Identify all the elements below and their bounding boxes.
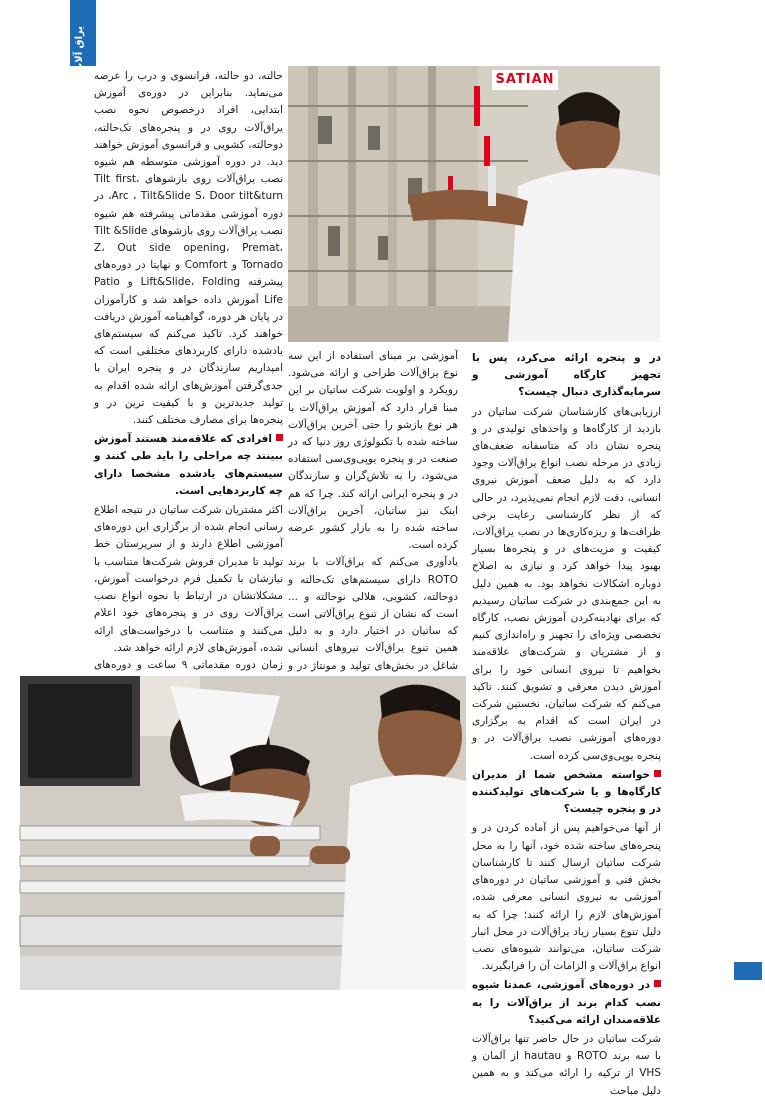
text-column-middle bbox=[288, 348, 458, 670]
workshop-photo-top bbox=[288, 66, 660, 342]
question-text: افرادی که علاقه‌مند هستند آموزش ببینند چه مراحلی را باید طی کنند و سیستم‌های یادشده مشخصا دارای چه کاربردهایی است. bbox=[94, 433, 283, 497]
question-text: در دوره‌های آموزشی، عمدتا شیوه نصب کدام برند از یراق‌آلات را به علاقه‌مندان ارائه می‌کنید؟ bbox=[472, 979, 661, 1026]
paragraph: از آنها می‌خواهیم پس از آماده کردن در و پنجره‌های ساخته شده خود، آنها را به محل شرکت ساتیان ارسال کنند تا کارشناسان بخش فنی و آموزشی ساتیان در دوره‌های آموزشی به نیروی انسانی معرفی شده، آموزش‌های لازم را ارائه کنند؛ چرا که به دلیل تنوع بسیار زیاد یراق‌آلات در محل انبار شرکت ساتیان، می‌توانند شیوه‌های نصب انواع یراق‌آلات و الزامات آن را فرابگیرند. bbox=[472, 822, 661, 973]
question-heading bbox=[472, 977, 661, 1029]
text-column-left bbox=[94, 68, 284, 671]
question-text: خواسته مشخص شما از مدیران کارگاه‌ها و یا شرکت‌های تولیدکننده در و پنجره چیست؟ bbox=[472, 768, 661, 816]
satian-sign: SATIAN bbox=[492, 70, 558, 90]
bullet-square-icon bbox=[276, 434, 283, 441]
paragraph: شرکت ساتیان در حال حاضر تنها یراق‌آلات با سه برند ROTO و hautau از آلمان و VHS از ترکیه را ارائه می‌کند و به همین دلیل مباحث bbox=[472, 1032, 662, 1097]
question-text: در و پنجره ارائه می‌کرد، پس با تجهیز کارگاه آموزشی و سرمایه‌گذاری دنبال چیست؟ bbox=[472, 352, 661, 399]
section-tab bbox=[70, 0, 96, 73]
bullet-square-icon bbox=[654, 770, 661, 777]
paragraph: یادآوری می‌کنم که یراق‌آلات با برند ROTO دارای سیستم‌های تک‌حالته و دوحالته، کشویی، هلالی نوحالته و ... است که نشان از تنوع یراق‌آلاتی است که ساتیان در اختیار دارد و به دلیل همین تنوع یراق‌آلات نیروهای انسانی شاغل در بخش‌های تولید و مونتاژ در و bbox=[288, 556, 458, 672]
page-corner-marker bbox=[734, 962, 762, 980]
question-heading bbox=[472, 767, 661, 819]
text-column-right bbox=[472, 348, 662, 1097]
paragraph: آموزشی بر مبنای استفاده از این سه نوع یراق‌آلات طراحی و ارائه می‌شود. رویکرد و اولویت شرکت ساتیان بر این مبنا قرار دارد که آموزش یراق‌آلات با هر نوع بازشو را حتی آخرین یراق‌آلات ساخته شده با تکنولوژی روز دنیا که در صنعت در و پنجره یوپی‌وی‌سی استفاده می‌شود، را به تلاش‌گران و سازندگان در و پنجره ایرانی ارائه کند. چرا که هم اینک نیز ساتیان، آخرین یراق‌آلات ساخته شده را به بازار کشور عرضه کرده است. bbox=[288, 350, 458, 552]
workshop-photo-bottom bbox=[20, 676, 466, 990]
bullet-square-icon bbox=[654, 980, 661, 987]
question-heading bbox=[472, 350, 661, 402]
paragraph: اکثر مشتریان شرکت ساتیان در نتیجه اطلاع رسانی انجام شده از برگزاری این دوره‌های آموزشی اطلاع دارند و از سرپرستان خط تولید تا مدیران فروش شرکت‌ها متناسب با نیازشان با تکمیل فرم درخواست آموزش، مشکلاتشان در ارتباط با نحوه انواع نصب یراق‌آلات روی در و پنجره‌های خود اعلام می‌کنند و متناسب با درخواست‌های ارائه شده، آموزش‌های لازم ارائه خواهد شد. bbox=[94, 504, 283, 654]
section-tab-label: یراق آلات bbox=[74, 26, 85, 73]
paragraph: ارزیابی‌های کارشناسان شرکت ساتیان در بازدید از کارگاه‌ها و واحدهای تولیدی در و پنجره نشان داد که متاسفانه ضعف‌های زیادی در مرحله نصب انواع یراق‌آلات وجود دارد که به دلیل ضعف آموزش نیروی انسانی، دقت لازم انجام نمی‌پذیرد، در حالی که از نظر کارشناسی رعایت برخی ظرافت‌ها و ریزه‌کاری‌ها در نصب یراق‌آلات، کیفیت و مزیت‌های در و پنجره‌ها بسیار بهبود پیدا خواهد کرد و نیازی به اصلاح دوباره اشکالات نخواهد بود. به همین دلیل به این جمع‌بندی در شرکت ساتیان رسیدیم که برای نهادینه‌کردن آموزش نصب، کارگاه تخصصی ویژه‌ای را تجهیز و راه‌اندازی کنیم و از مشتریان و شرکت‌های علاقه‌مند بخواهیم تا نیروی انسانی خود را برای آموزش دیدن معرفی و تشویق کنند. تاکید می‌کنم که شرکت ساتیان، نخستین شرکت در ایران است که اقدام به برگزاری دوره‌های آموزشی نصب یراق‌آلات در و پنجره یوپی‌وی‌سی کرده است. bbox=[472, 405, 661, 762]
paragraph: حالته، دو حالته، فرانسوی و درب را عرضه می‌نماید. بنابراین در دوره‌ی آموزش ابتدایی، افراد درخصوص نحوه نصب یراق‌آلات روی در و پنجره‌های تک‌حالته، دوحالته، کشویی و فرانسوی آموزش خواهند دید. در دوره آموزشی متوسطه هم شیوه نصب یراق‌آلات روی بازشوهای Tilt first، Arc ، Tilt&Slide S، Door tilt&turn، در دوره آموزشی مقدماتی پیشرفته هم شیوه نصب یراق‌آلات روی بازشوهای Tilt &Slide Z، Out side opening، Premat، Tornado و Comfort و نهایتا در دوره‌های پیشرفته Lift&Slide، Folding و Patio Life آموزش داده خواهد شد و کارآموزان در پایان هر دوره، گواهینامه آموزش دریافت خواهند کرد. تاکید می‌کنم که سیستم‌های یادشده دارای کاربردهای مختلفی است که امپداریم سازندگان در و پنجره ایران با جدی‌گرفتن آموزش‌های ارائه شده اقدام به تولید جدیدترین و با کیفیت ترین در و پنجره‌ها برای مصارف مختلف کنند. bbox=[94, 70, 284, 427]
question-heading bbox=[94, 431, 283, 500]
paragraph: زمان دوره مقدماتی ۹ ساعت و دوره‌های bbox=[94, 658, 283, 671]
